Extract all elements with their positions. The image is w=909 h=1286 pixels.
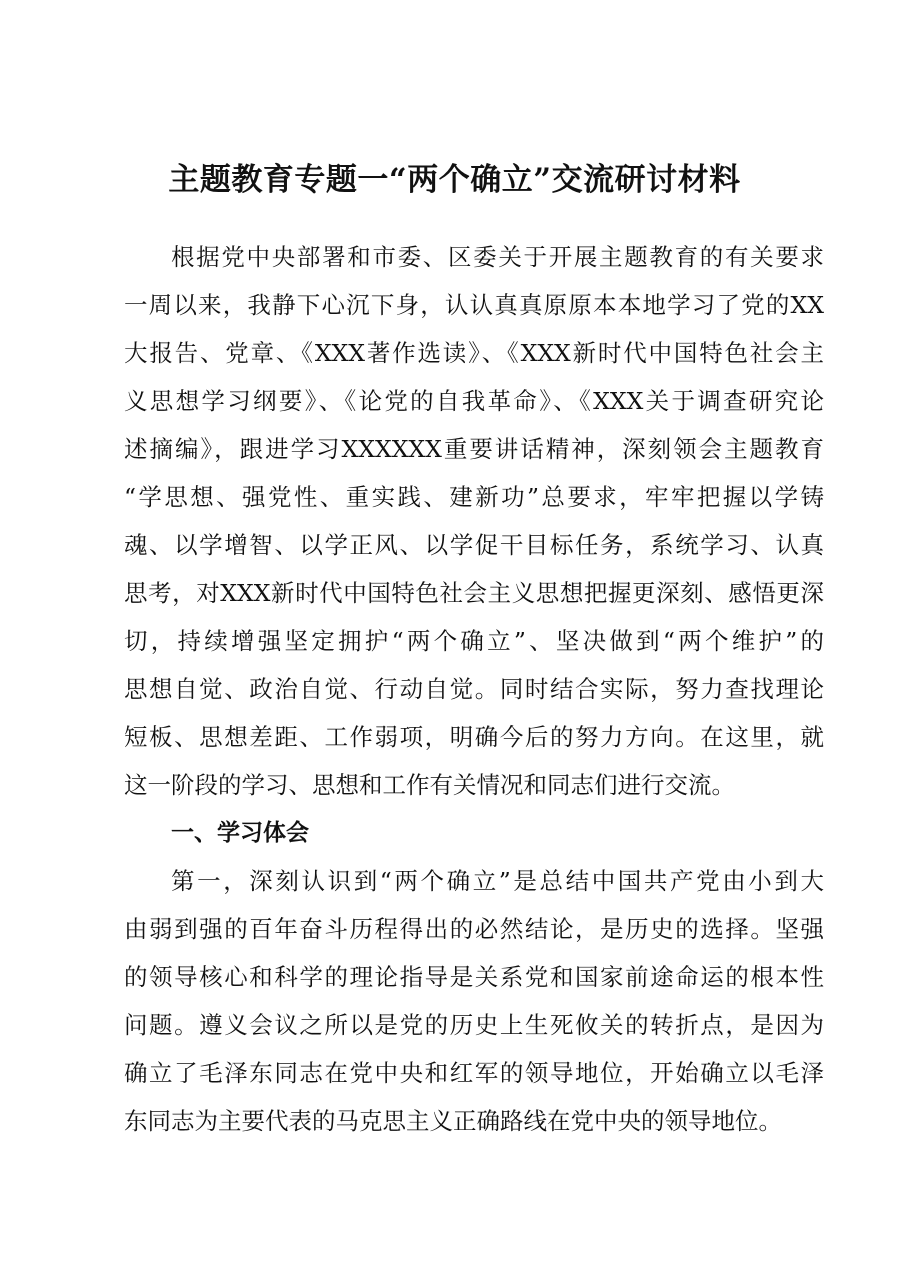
intro-line: 一周以来，我静下心沉下身，认认真真原原本本地学习了党的XX [124, 291, 824, 319]
section-heading: 一、学习体会 [171, 820, 309, 846]
intro-line: 大报告、党章、《XXX著作选读》、《XXX新时代中国特色社会主 [124, 339, 824, 367]
section-line: 由弱到强的百年奋斗历程得出的必然结论，是历史的选择。坚强 [124, 915, 824, 943]
intro-line: 义思想学习纲要》、《论党的自我革命》、《XXX关于调查研究论 [124, 387, 824, 415]
section-line: 东同志为主要代表的马克思主义正确路线在党中央的领导地位。 [124, 1107, 782, 1135]
section-line: 的领导核心和科学的理论指导是关系党和国家前途命运的根本性 [124, 963, 824, 991]
intro-line: 这一阶段的学习、思想和工作有关情况和同志们进行交流。 [124, 771, 735, 799]
intro-line: “学思想、强党性、重实践、建新功”总要求，牢牢把握以学铸 [124, 483, 824, 511]
intro-line: 短板、思想差距、工作弱项，明确今后的努力方向。在这里，就 [124, 723, 824, 751]
intro-line: 切，持续增强坚定拥护“两个确立”、坚决做到“两个维护”的 [124, 627, 824, 655]
intro-line: 根据党中央部署和市委、区委关于开展主题教育的有关要求 [171, 243, 824, 271]
section-line: 确立了毛泽东同志在党中央和红军的领导地位，开始确立以毛泽 [124, 1059, 824, 1087]
intro-line: 思想自觉、政治自觉、行动自觉。同时结合实际，努力查找理论 [124, 675, 824, 703]
section-line: 第一，深刻认识到“两个确立”是总结中国共产党由小到大 [171, 867, 824, 895]
intro-line: 述摘编》，跟进学习XXXXXX重要讲话精神，深刻领会主题教育 [124, 435, 824, 463]
intro-line: 思考，对XXX新时代中国特色社会主义思想把握更深刻、感悟更深 [124, 579, 824, 607]
intro-line: 魂、以学增智、以学正风、以学促干目标任务，系统学习、认真 [124, 531, 824, 559]
section-line: 问题。遵义会议之所以是党的历史上生死攸关的转折点，是因为 [124, 1011, 824, 1039]
document-title: 主题教育专题一“两个确立”交流研讨材料 [168, 162, 741, 198]
